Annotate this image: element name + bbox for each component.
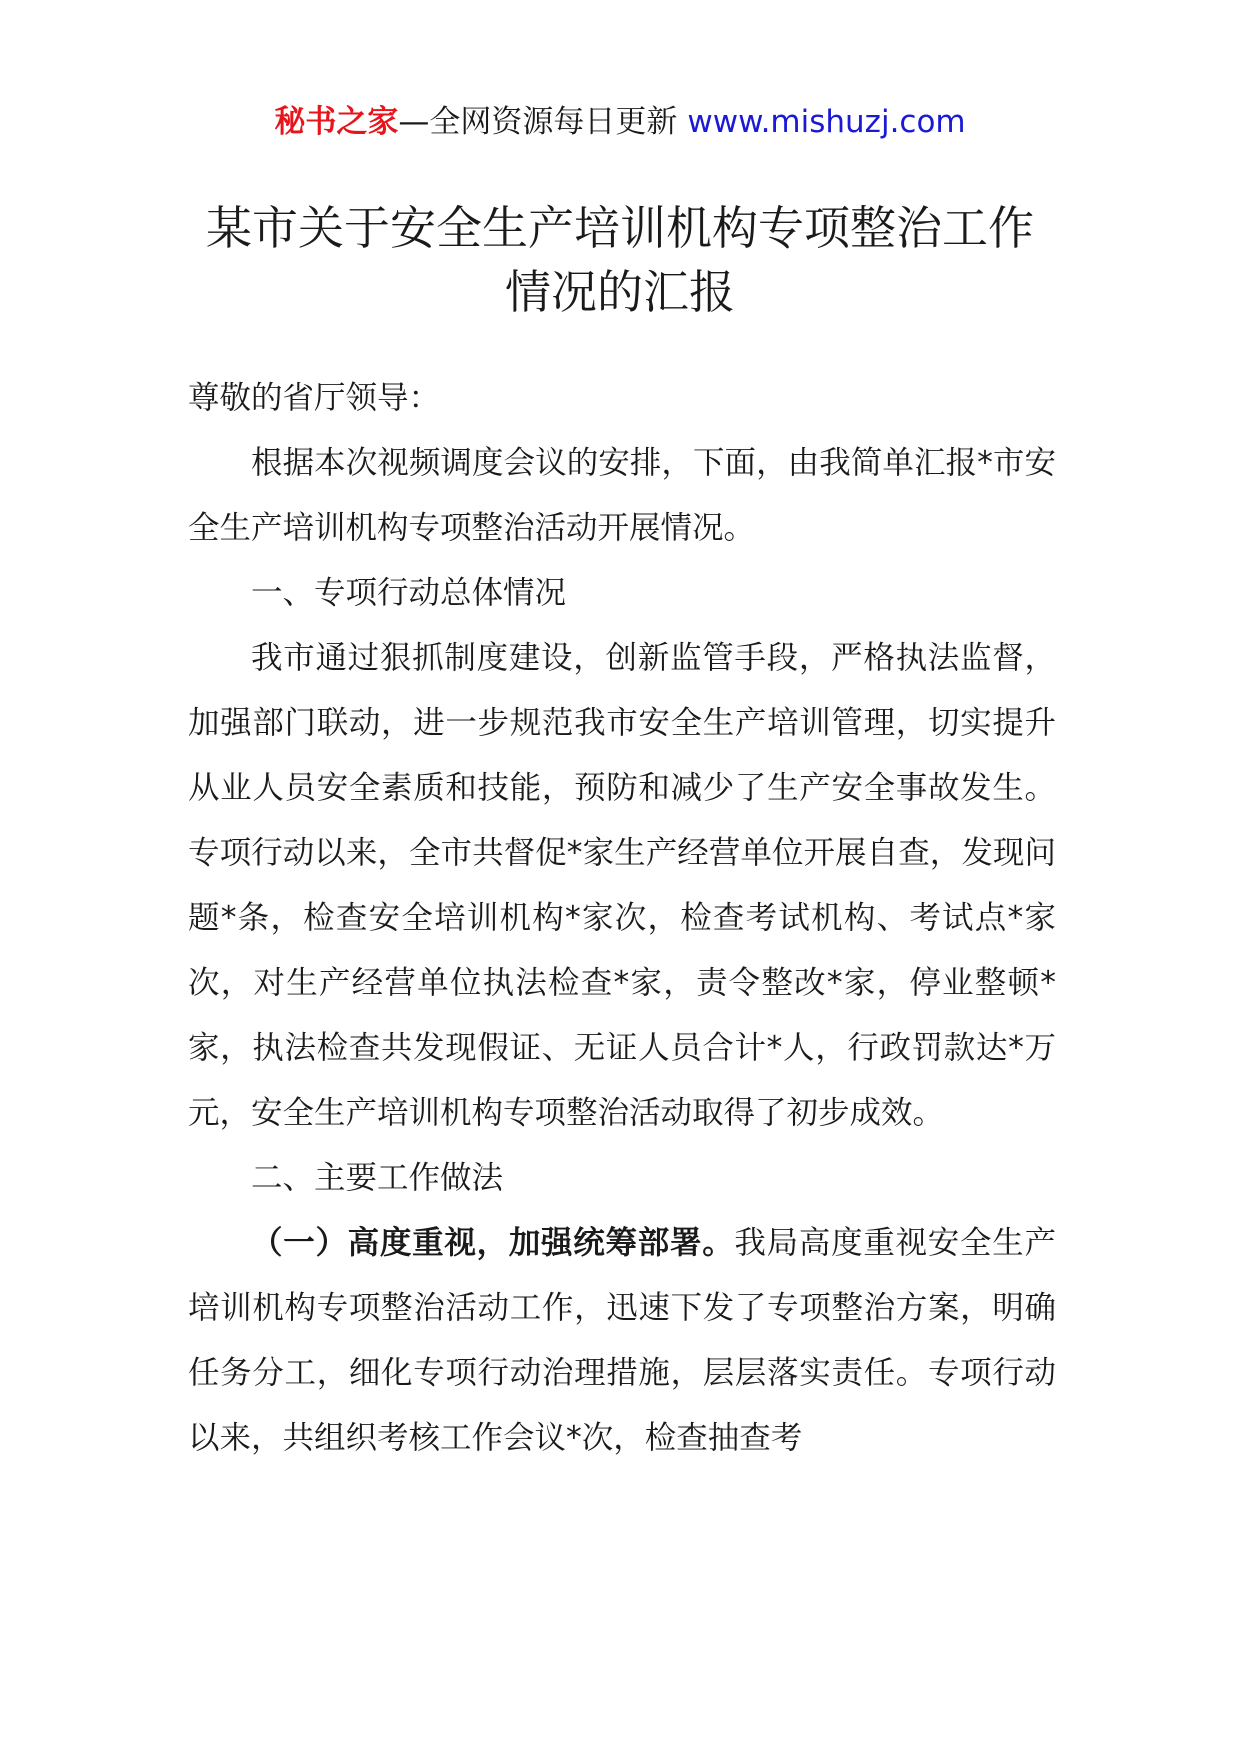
site-slogan: —全网资源每日更新 [398,104,678,140]
item-1-paragraph [188,1211,1056,1471]
brand-name: 秘书之家 [274,104,399,140]
title-line-1: 某市关于安全生产培训机构专项整治工作 [206,201,1034,255]
section-1-paragraph: 我市通过狠抓制度建设，创新监管手段，严格执法监督，加强部门联动，进一步规范我市安全生产培训管理，切实提升从业人员安全素质和技能，预防和减少了生产安全事故发生。专项行动以来，全市共督促*家生产经营单位开展自查，发现问题*条，检查安全培训机构*家次，检查考试机构、考试点*家次，对生产经营单位执法检查*家，责令整改*家，停业整顿*家，执法检查共发现假证、无证人员合计*人，行政罚款达*万元，安全生产培训机构专项整治活动取得了初步成效。 [188,640,1056,1131]
salutation: 尊敬的省厅领导： [188,380,441,416]
item-1-body: 我局高度重视安全生产培训机构专项整治活动工作，迅速下发了专项整治方案，明确任务分工，细化专项行动治理措施，层层落实责任。专项行动以来，共组织考核工作会议*次，检查抽查考 [188,1225,1056,1456]
site-header [0,100,1240,144]
title-line-2: 情况的汇报 [505,265,735,319]
section-1-heading: 一、专项行动总体情况 [251,575,567,611]
item-1-lead: （一）高度重视，加强统筹部署。 [251,1225,735,1261]
intro-paragraph: 根据本次视频调度会议的安排，下面，由我简单汇报*市安全生产培训机构专项整治活动开展情况。 [188,445,1056,546]
site-url-link[interactable]: www.mishuzj.com [687,104,966,140]
document-title [150,196,1090,324]
section-2-heading: 二、主要工作做法 [251,1160,504,1196]
document-body [188,366,1056,1471]
